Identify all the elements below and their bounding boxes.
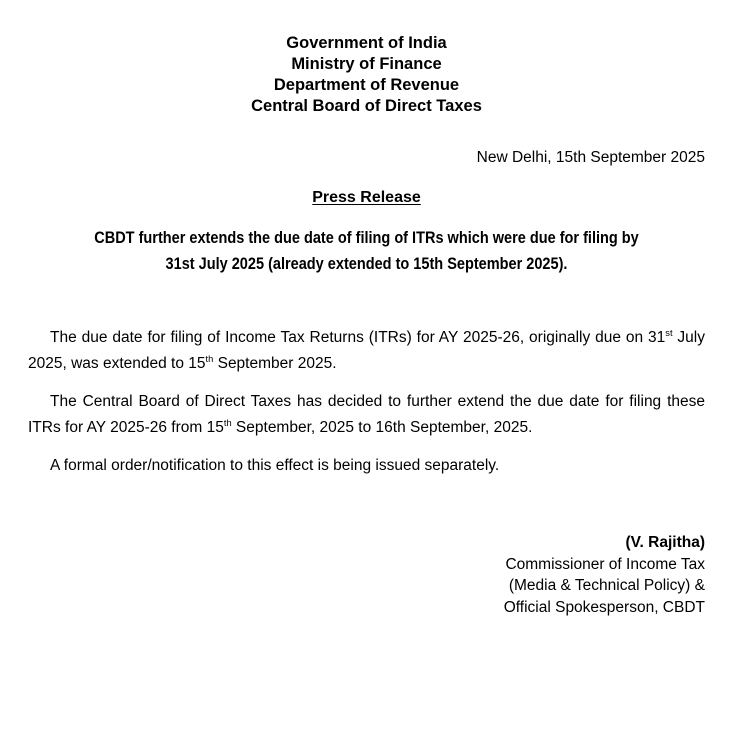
document-title-line-2: 31st July 2025 (already extended to 15th September 2025). — [165, 255, 568, 273]
header-line-board: Central Board of Direct Taxes — [251, 97, 482, 115]
signatory-division: (Media & Technical Policy) & — [508, 577, 705, 594]
paragraph-due-date-extended: The due date for filing of Income Tax Returns (ITRs) for AY 2025-26, originally due on 31st July 2025, was extended to 15th September 2025. — [28, 327, 706, 372]
document-title — [28, 225, 705, 277]
document-title-line-1: CBDT further extends the due date of filing of ITRs which were due for filing by — [94, 229, 639, 247]
signature-block — [28, 532, 705, 618]
header-line-department: Department of Revenue — [273, 76, 460, 94]
signatory-name: (V. Rajitha) — [625, 534, 705, 551]
signatory-role: Official Spokesperson, CBDT — [503, 598, 705, 616]
press-release-heading-text: Press Release — [312, 189, 421, 206]
header-line-ministry: Ministry of Finance — [291, 55, 442, 73]
document-header — [28, 33, 705, 117]
signatory-designation: Commissioner of Income Tax — [505, 555, 705, 573]
header-line-government: Government of India — [286, 34, 447, 52]
press-release-heading — [28, 187, 705, 208]
paragraph-formal-order: A formal order/notification to this effect is being issued separately. — [50, 457, 500, 474]
paragraph-further-extension: The Central Board of Direct Taxes has decided to further extend the due date for filing these ITRs for AY 2025-26 from 15th September, 2025 to 16th September, 2025. — [28, 393, 705, 436]
dateline: New Delhi, 15th September 2025 — [476, 149, 705, 166]
